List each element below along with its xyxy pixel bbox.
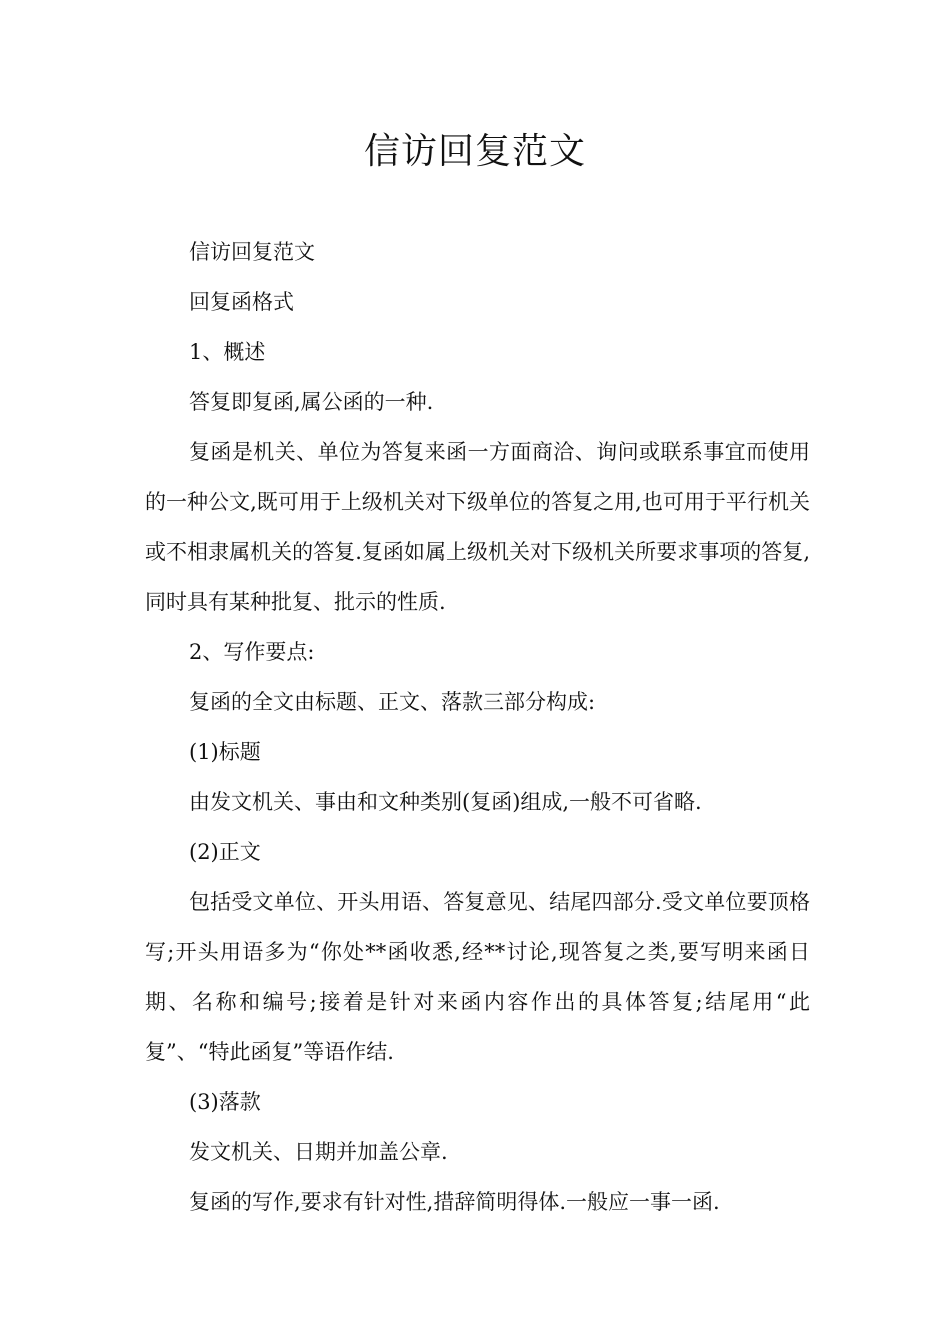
paragraph-writing-points-heading: 2、写作要点:: [189, 640, 315, 664]
document-title: 信访回复范文: [363, 131, 586, 172]
paragraph-subtitle: 信访回复范文: [189, 240, 315, 264]
paragraph-body-heading: (2)正文: [189, 840, 261, 864]
paragraph-overview-text: 答复即复函,属公函的一种.: [189, 390, 434, 414]
paragraph-title-heading: (1)标题: [189, 740, 261, 764]
paragraph-signature-text: 发文机关、日期并加盖公章.: [189, 1140, 448, 1164]
paragraph-overview-heading: 1、概述: [189, 340, 266, 364]
paragraph-body-text: 包括受文单位、开头用语、答复意见、结尾四部分.受文单位要顶格写;开头用语多为“你处**函收悉,经**讨论,现答复之类,要写明来函日期、名称和编号;接着是针对来函内容作出的具体答复;结尾用“此复”、“特此函复”等语作结.: [145, 890, 810, 1064]
paragraph-writing-requirement: 复函的写作,要求有针对性,措辞简明得体.一般应一事一函.: [189, 1190, 720, 1214]
paragraph-structure-text: 复函的全文由标题、正文、落款三部分构成:: [189, 690, 596, 714]
paragraph-format-heading: 回复函格式: [189, 290, 294, 314]
paragraph-reply-description: 复函是机关、单位为答复来函一方面商洽、询问或联系事宜而使用的一种公文,既可用于上级机关对下级单位的答复之用,也可用于平行机关或不相隶属机关的答复.复函如属上级机关对下级机关所要求事项的答复,同时具有某种批复、批示的性质.: [145, 440, 810, 614]
paragraph-title-text: 由发文机关、事由和文种类别(复函)组成,一般不可省略.: [189, 790, 702, 814]
paragraph-signature-heading: (3)落款: [189, 1090, 261, 1114]
document-body: [145, 227, 810, 1227]
